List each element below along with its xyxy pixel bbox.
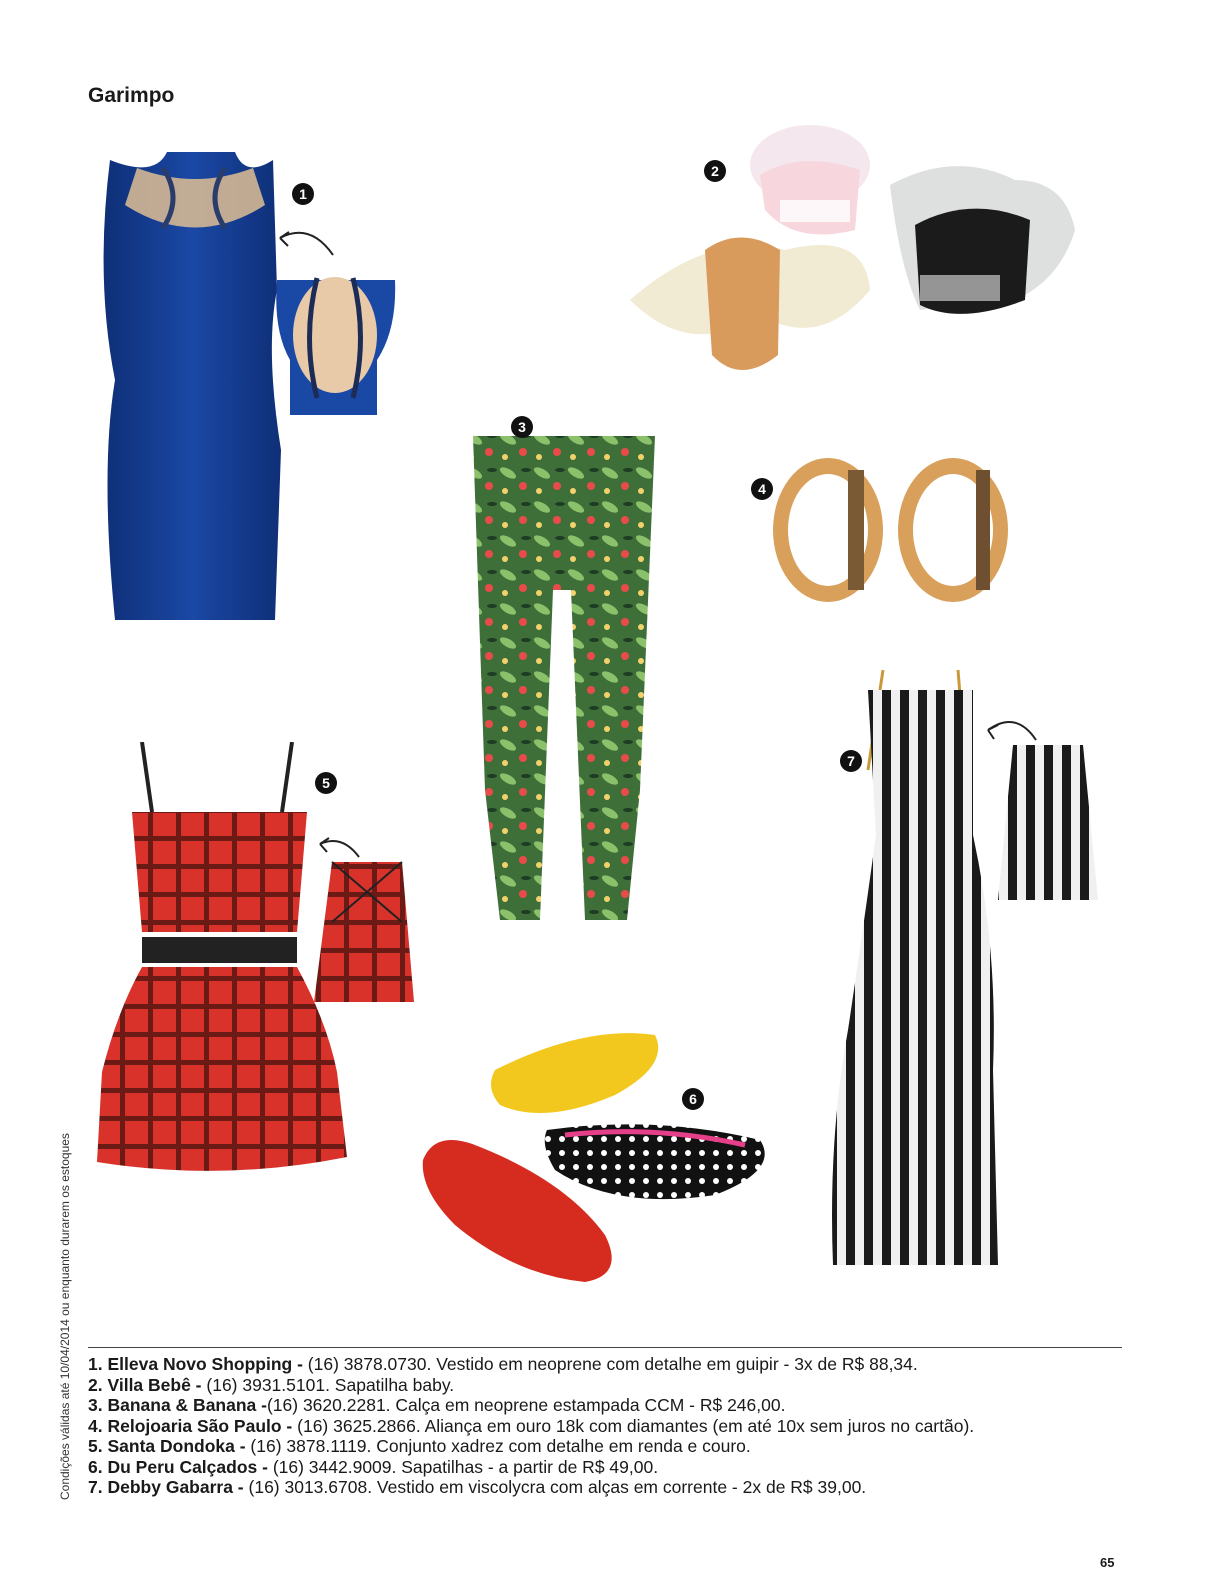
product-number-7: 7 bbox=[840, 750, 862, 772]
product-number-4: 4 bbox=[751, 478, 773, 500]
credit-item-5: 5. Santa Dondoka - (16) 3878.1119. Conjunto xadrez com detalhe em renda e couro. bbox=[88, 1436, 751, 1456]
credit-item-4: 4. Relojoaria São Paulo - (16) 3625.2866. Aliança em ouro 18k com diamantes (em até 10x sem juros no cartão). bbox=[88, 1415, 975, 1436]
product-number-6: 6 bbox=[682, 1088, 704, 1110]
page-number: 65 bbox=[1100, 1555, 1115, 1570]
divider bbox=[88, 1347, 1122, 1348]
product-number-3: 3 bbox=[511, 416, 533, 438]
product-number-5: 5 bbox=[315, 772, 337, 794]
credit-item-3: 3. Banana & Banana -(16) 3620.2281. Calça em neoprene estampada CCM - R$ 246,00. bbox=[88, 1395, 786, 1415]
credit-item-2: 2. Villa Bebê - (16) 3931.5101. Sapatilha baby. bbox=[88, 1374, 455, 1395]
ballet-flats-image bbox=[415, 1020, 780, 1290]
credit-item-6: 6. Du Peru Calçados - (16) 3442.9009. Sapatilhas - a partir de R$ 49,00. bbox=[88, 1456, 659, 1477]
floral-pants-image bbox=[465, 430, 665, 925]
baby-shoes-image bbox=[620, 100, 1080, 385]
section-title: Garimpo bbox=[88, 84, 175, 107]
blue-dress-image bbox=[85, 150, 415, 630]
striped-dress-image bbox=[828, 670, 1103, 1270]
credits-list bbox=[88, 1354, 974, 1498]
terms-note: Condições válidas até 10/04/2014 ou enquanto durarem os estoques bbox=[58, 1133, 72, 1500]
credit-item-7: 7. Debby Gabarra - (16) 3013.6708. Vestido em viscolycra com alças em corrente - 2x de R$ 39,00. bbox=[88, 1477, 867, 1497]
credit-item-1: 1. Elleva Novo Shopping - (16) 3878.0730. Vestido em neoprene com detalhe em guipir - 3x de R$ 88,34. bbox=[88, 1354, 918, 1374]
product-number-2: 2 bbox=[704, 160, 726, 182]
product-number-1: 1 bbox=[292, 183, 314, 205]
plaid-dress-image bbox=[82, 742, 422, 1192]
gold-rings-image bbox=[768, 450, 1018, 615]
